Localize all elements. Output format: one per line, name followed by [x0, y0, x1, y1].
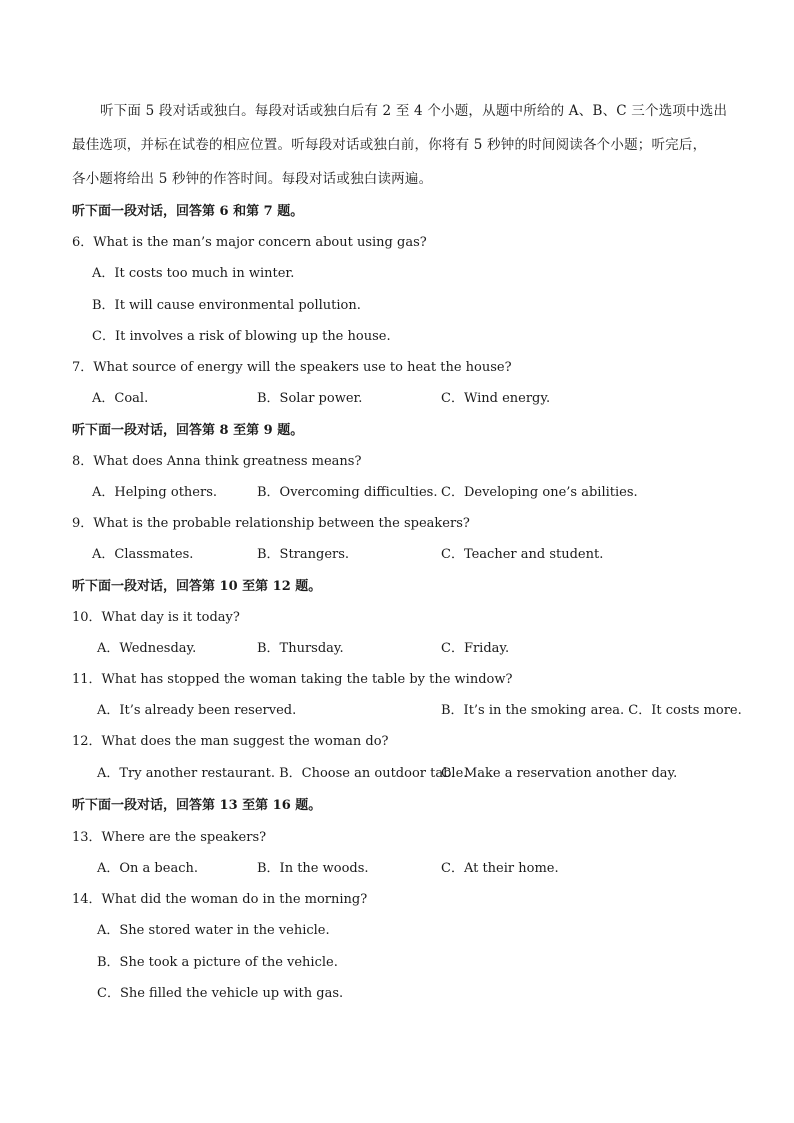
- option-14c: C．She filled the vehicle up with gas.: [97, 986, 344, 1001]
- instructions-line-1: 听下面 5 段对话或独白。每段对话或独白后有 2 至 4 个小题，从题中所给的 A、B、C 三个选项中选出: [100, 103, 728, 119]
- option-12ab: A．Try another restaurant. B．Choose an outdoor table.: [97, 766, 468, 781]
- question-14: 14．What did the woman do in the morning?: [72, 892, 368, 907]
- option-9b: B．Strangers.: [257, 547, 350, 562]
- section-heading: 听下面一段对话，回答第 13 至第 16 题。: [72, 798, 322, 813]
- option-7a: A．Coal.: [92, 391, 149, 406]
- section-heading: 听下面一段对话，回答第 8 至第 9 题。: [72, 423, 304, 438]
- option-13b: B．In the woods.: [257, 861, 369, 876]
- question-8: 8．What does Anna think greatness means?: [72, 454, 362, 469]
- section-heading: 听下面一段对话，回答第 10 至第 12 题。: [72, 579, 322, 594]
- question-11: 11．What has stopped the woman taking the table by the window?: [72, 672, 513, 687]
- question-9: 9．What is the probable relationship between the speakers?: [72, 516, 470, 531]
- option-7c: C．Wind energy.: [441, 391, 551, 406]
- option-6b: B．It will cause environmental pollution.: [92, 298, 361, 313]
- option-9a: A．Classmates.: [92, 547, 194, 562]
- question-10: 10．What day is it today?: [72, 610, 240, 625]
- option-10c: C．Friday.: [441, 641, 510, 656]
- question-13: 13．Where are the speakers?: [72, 830, 267, 845]
- instructions-line-2: 最佳选项，并标在试卷的相应位置。听每段对话或独白前，你将有 5 秒钟的时间阅读各个小题；听完后，: [72, 137, 707, 153]
- option-13c: C．At their home.: [441, 861, 559, 876]
- option-6c: C．It involves a risk of blowing up the house.: [92, 329, 391, 344]
- option-11a: A．It’s already been reserved.: [97, 703, 297, 718]
- option-7b: B．Solar power.: [257, 391, 363, 406]
- option-8a: A．Helping others.: [92, 485, 218, 500]
- option-10b: B．Thursday.: [257, 641, 344, 656]
- option-11bc: B．It’s in the smoking area. C．It costs more.: [441, 703, 742, 718]
- question-6: 6．What is the man’s major concern about using gas?: [72, 235, 427, 250]
- question-12: 12．What does the man suggest the woman do?: [72, 734, 389, 749]
- option-6a: A．It costs too much in winter.: [92, 266, 295, 281]
- option-12c: C．Make a reservation another day.: [441, 766, 678, 781]
- instructions-line-3: 各小题将给出 5 秒钟的作答时间。每段对话或独白读两遍。: [72, 171, 433, 187]
- option-9c: C．Teacher and student.: [441, 547, 604, 562]
- question-7: 7．What source of energy will the speakers use to heat the house?: [72, 360, 512, 375]
- option-8b: B．Overcoming difficulties.: [257, 485, 438, 500]
- option-10a: A．Wednesday.: [97, 641, 197, 656]
- section-heading: 听下面一段对话，回答第 6 和第 7 题。: [72, 204, 304, 219]
- option-8c: C．Developing one’s abilities.: [441, 485, 638, 500]
- option-14b: B．She took a picture of the vehicle.: [97, 955, 338, 970]
- option-13a: A．On a beach.: [97, 861, 198, 876]
- option-14a: A．She stored water in the vehicle.: [97, 923, 330, 938]
